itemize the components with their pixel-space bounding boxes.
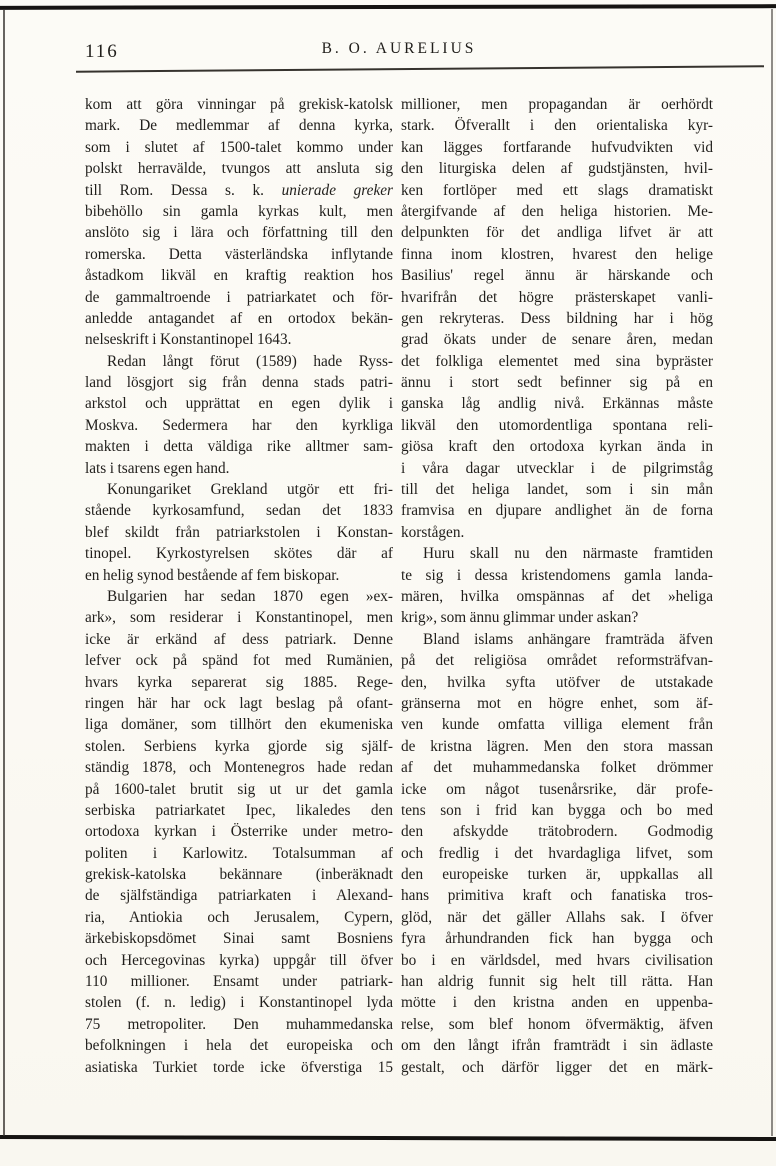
text-segment: i våra dagar utvecklar i de pilgrimståg xyxy=(401,459,713,477)
text-segment: som i slutet af 1500-talet kommo under xyxy=(85,138,393,156)
text-line xyxy=(85,1035,393,1056)
text-line xyxy=(401,821,713,842)
paragraph xyxy=(85,351,393,479)
text-line xyxy=(401,522,713,543)
text-segment: gen rekryteras. Dess bildning har i hög xyxy=(401,309,713,327)
text-segment: nelseskrift i Konstantinopel 1643. xyxy=(85,331,292,349)
text-line xyxy=(401,565,713,586)
text-segment: den europeiske turken är, uppkallas all xyxy=(401,866,713,884)
text-line xyxy=(85,522,393,543)
text-segment: till Rom. Dessa s. k. xyxy=(85,181,282,199)
text-line xyxy=(85,287,393,308)
text-line xyxy=(401,607,713,628)
text-line xyxy=(85,308,393,329)
text-line xyxy=(85,950,393,971)
paragraph xyxy=(401,629,713,1078)
text-line xyxy=(85,1014,393,1035)
text-segment: och Hercegovinas kyrka) uppgår till öfver xyxy=(85,951,393,969)
column-left xyxy=(85,94,393,1078)
text-line xyxy=(401,265,713,286)
text-segment: grekisk-katolska bekännare (inberäknadt xyxy=(85,866,393,884)
text-line xyxy=(85,672,393,693)
text-line xyxy=(85,714,393,735)
paragraph xyxy=(85,94,393,351)
text-segment: hvarifrån det högre prästerskapet vanli- xyxy=(401,288,713,306)
text-line xyxy=(401,885,713,906)
text-line xyxy=(85,843,393,864)
text-segment: 110 millioner. Ensamt under patriark- xyxy=(85,973,393,991)
text-segment: återgifvande af den heliga historien. Me- xyxy=(401,202,713,220)
text-line xyxy=(85,94,393,115)
text-segment: millioner, men propagandan är oerhördt xyxy=(401,96,713,113)
text-segment: grad ökats under de senare åren, medan xyxy=(401,331,713,349)
text-line xyxy=(85,158,393,179)
text-segment: de kristna lägren. Men den stora massan xyxy=(401,737,713,755)
text-line xyxy=(401,222,713,243)
text-segment: stark. Öfverallt i den orientaliska kyr- xyxy=(401,117,713,135)
text-segment: lefver ock på spänd fot med Rumänien, xyxy=(85,652,393,670)
text-segment: lats i tsarens egen hand. xyxy=(85,459,230,477)
text-line xyxy=(401,971,713,992)
paragraph xyxy=(85,479,393,586)
text-segment: stående kyrkosamfund, sedan det 1833 xyxy=(85,502,393,520)
text-segment: tinopel. Kyrkostyrelsen skötes där af xyxy=(85,545,393,563)
text-segment: han aldrig funnit sig helt till rätta. Han xyxy=(401,973,713,991)
text-line xyxy=(401,458,713,479)
text-segment: Basilius' regel ännu är härskande och xyxy=(401,267,713,285)
text-line xyxy=(85,992,393,1013)
text-segment: den afskydde trätobrodern. Godmodig xyxy=(401,823,713,841)
text-segment: en helig synod bestående af fem biskopar. xyxy=(85,566,340,584)
text-line xyxy=(401,864,713,885)
text-segment: om den långt ifrån framträdt i sin ädlaste xyxy=(401,1037,713,1055)
text-segment: ännu i stort sedt befinner sig på en xyxy=(401,374,713,392)
text-line xyxy=(401,779,713,800)
text-line xyxy=(85,885,393,906)
text-line xyxy=(85,479,393,500)
text-line xyxy=(401,436,713,457)
text-segment: stolen (f. n. ledig) i Konstantinopel lyda xyxy=(85,994,393,1012)
text-line xyxy=(401,629,713,650)
text-line xyxy=(401,244,713,265)
text-line xyxy=(85,586,393,607)
text-line xyxy=(85,244,393,265)
text-segment: icke om något tusenårsrike, där profe- xyxy=(401,780,713,798)
text-segment: finna inom klostren, hvarest den helige xyxy=(401,245,713,263)
scan-border-bottom xyxy=(0,1135,776,1141)
text-segment: ringen här har ock lagt beslag på ofant- xyxy=(85,694,393,712)
text-line xyxy=(401,693,713,714)
text-segment: kan lägges fortfarande hufvudvikten vid xyxy=(401,138,713,156)
text-segment: gränserna mot en högre enhet, som äf- xyxy=(401,694,713,712)
column-right xyxy=(401,94,713,1078)
text-segment: delpunkten för det andliga lifvet är att xyxy=(401,224,713,242)
paragraph xyxy=(401,94,713,543)
text-line xyxy=(85,500,393,521)
text-segment: åstadkom likväl en kraftig reaktion hos xyxy=(85,267,393,285)
text-segment: Bulgarien har sedan 1870 egen »ex- xyxy=(107,587,393,605)
text-line xyxy=(85,372,393,393)
text-line xyxy=(401,180,713,201)
text-line xyxy=(401,393,713,414)
text-segment: glöd, när det gäller Allahs sak. I öfver xyxy=(401,908,713,926)
text-line xyxy=(85,222,393,243)
text-line xyxy=(401,1014,713,1035)
text-line xyxy=(401,672,713,693)
text-line xyxy=(85,971,393,992)
text-line xyxy=(401,287,713,308)
text-segment: och fredlig i det hvardagliga lifvet, som xyxy=(401,844,713,862)
text-segment: mären, hvilka omspännas af det »heliga xyxy=(401,587,713,605)
text-segment: den liturgiska delen af gudstjänsten, hvil- xyxy=(401,160,713,178)
text-line xyxy=(85,629,393,650)
text-line xyxy=(85,821,393,842)
text-segment: på det religiösa området reformsträfvan- xyxy=(401,652,713,670)
text-line xyxy=(401,115,713,136)
text-line xyxy=(401,500,713,521)
text-line xyxy=(85,265,393,286)
text-line xyxy=(401,907,713,928)
text-segment: befolkningen i hela det europeiska och xyxy=(85,1037,393,1055)
text-line xyxy=(85,201,393,222)
text-line xyxy=(401,586,713,607)
text-segment: anledde antagandet af en ortodox bekän- xyxy=(85,309,393,327)
text-segment: krig», som ännu glimmar under askan? xyxy=(401,609,639,627)
text-segment: politen i Karlowitz. Totalsumman af xyxy=(85,844,393,862)
text-line xyxy=(401,736,713,757)
text-line xyxy=(401,94,713,115)
paragraph xyxy=(401,543,713,629)
text-segment: asiatiska Turkiet torde icke öfverstiga 15 xyxy=(85,1058,393,1076)
text-line xyxy=(401,950,713,971)
text-segment: bibehöllo sin gamla kyrkas kult, men xyxy=(85,202,393,220)
page-number: 116 xyxy=(85,41,119,62)
text-segment: hvars kyrka separerat sig 1885. Rege- xyxy=(85,673,393,691)
text-segment: af det muhammedanska folket drömmer xyxy=(401,759,713,777)
text-line xyxy=(85,864,393,885)
text-segment: Huru skall nu den närmaste framtiden xyxy=(423,545,713,563)
text-segment: de gammaltroende i patriarkatet och för- xyxy=(85,288,393,306)
text-line xyxy=(401,415,713,436)
text-line xyxy=(85,565,393,586)
text-segment: unierade greker xyxy=(281,181,393,199)
text-line xyxy=(401,543,713,564)
scan-border-top xyxy=(0,4,776,10)
text-segment: land lösgjort sig från denna stads patri- xyxy=(85,374,393,392)
text-segment: ärkebiskopsdömet Sinai samt Bosniens xyxy=(85,930,393,948)
paragraph xyxy=(85,586,393,1078)
text-segment: anslöto sig i lära och författning till den xyxy=(85,224,393,242)
text-segment: ständig 1878, och Montenegros hade redan xyxy=(85,759,393,777)
running-header: B. O. AURELIUS xyxy=(321,40,477,57)
text-segment: korstågen. xyxy=(401,523,465,541)
text-line xyxy=(85,800,393,821)
text-segment: mark. De medlemmar af denna kyrka, xyxy=(85,117,393,135)
text-segment: på 1600-talet brutit sig ut ur det gamla xyxy=(85,780,393,798)
text-line xyxy=(85,393,393,414)
text-line xyxy=(85,458,393,479)
text-line xyxy=(401,479,713,500)
text-line xyxy=(401,351,713,372)
header-rule xyxy=(76,65,764,72)
text-line xyxy=(401,308,713,329)
text-line xyxy=(401,928,713,949)
text-segment: gestalt, och därför ligger det en märk- xyxy=(401,1058,713,1076)
text-segment: hans primitiva kraft och fanatiska tros- xyxy=(401,887,713,905)
text-line xyxy=(401,372,713,393)
text-line xyxy=(85,757,393,778)
text-segment: giösa kraft den ortodoxa kyrkan ända in xyxy=(401,438,713,456)
text-segment: polskt herravälde, tvungos att ansluta sig xyxy=(85,160,393,178)
text-line xyxy=(401,201,713,222)
text-segment: ganska låg andlig nivå. Erkännas måste xyxy=(401,395,713,413)
text-line xyxy=(401,158,713,179)
text-line xyxy=(85,543,393,564)
text-segment: ria, Antiokia och Jerusalem, Cypern, xyxy=(85,908,393,926)
text-segment: tens son i frid kan bygga och bo med xyxy=(401,801,713,819)
text-line xyxy=(85,650,393,671)
text-segment: liga domäner, som tillhört den ekumeniska xyxy=(85,716,393,734)
text-line xyxy=(85,180,393,201)
text-segment: romerska. Detta västerländska inflytande xyxy=(85,245,393,263)
text-segment: mötte i den kristna anden en uppenba- xyxy=(401,994,713,1012)
text-segment: ken fortlöper med ett slags dramatiskt xyxy=(401,181,713,199)
text-segment: de själfständiga patriarkaten i Alexand- xyxy=(85,887,393,905)
text-segment: icke är erkänd af dess patriark. Denne xyxy=(85,630,393,648)
text-segment: Redan långt förut (1589) hade Ryss- xyxy=(107,352,393,370)
scan-border-left xyxy=(3,9,5,1136)
text-segment: ortodoxa kyrkan i Österrike under metro- xyxy=(85,823,393,841)
text-segment: serbiska patriarkatet Ipec, likaledes den xyxy=(85,801,393,819)
text-line xyxy=(85,1057,393,1078)
text-line xyxy=(401,992,713,1013)
text-segment: Konungariket Grekland utgör ett fri- xyxy=(107,481,393,499)
text-segment: relse, som blef honom öfvermäktig, äfven xyxy=(401,1015,713,1033)
scan-border-right xyxy=(771,9,773,1136)
text-line xyxy=(85,607,393,628)
text-line xyxy=(85,351,393,372)
text-line xyxy=(85,928,393,949)
text-line xyxy=(401,650,713,671)
text-segment: te sig i dessa kristendomens gamla landa- xyxy=(401,566,713,584)
text-segment: stolen. Serbiens kyrka gjorde sig själf- xyxy=(85,737,393,755)
text-line xyxy=(401,800,713,821)
text-segment: framvisa en djupare andlighet än de forna xyxy=(401,502,713,520)
text-line xyxy=(401,137,713,158)
text-line xyxy=(85,329,393,350)
text-line xyxy=(401,843,713,864)
text-segment: makten i detta väldiga rike alltmer sam- xyxy=(85,438,393,456)
text-line xyxy=(85,436,393,457)
text-segment: 75 metropoliter. Den muhammedanska xyxy=(85,1015,393,1033)
text-line xyxy=(401,757,713,778)
text-segment: fyra århundranden fick han bygga och xyxy=(401,930,713,948)
text-segment: Bland islams anhängare framträda äfven xyxy=(423,630,713,648)
text-segment: bo i en världsdel, med hvars civilisation xyxy=(401,951,713,969)
text-line xyxy=(401,1035,713,1056)
text-line xyxy=(401,714,713,735)
text-segment: det folkliga elementet med sina bypräster xyxy=(401,352,713,370)
text-line xyxy=(85,693,393,714)
text-line xyxy=(401,329,713,350)
text-segment: Moskva. Sedermera har den kyrkliga xyxy=(85,416,393,434)
text-segment: till det heliga landet, som i sin mån xyxy=(401,481,713,499)
text-segment: likväl den utomordentliga spontana reli- xyxy=(401,416,713,434)
text-line xyxy=(85,115,393,136)
text-segment: arkstol och upprättat en egen dylik i xyxy=(85,395,393,413)
text-line xyxy=(85,736,393,757)
text-line xyxy=(401,1057,713,1078)
text-segment: kom att göra vinningar på grekisk-katolsk xyxy=(85,96,393,113)
text-line xyxy=(85,907,393,928)
text-line xyxy=(85,415,393,436)
text-segment: ark», som residerar i Konstantinopel, men xyxy=(85,609,393,627)
text-segment: ven kunde omfatta villiga element från xyxy=(401,716,713,734)
text-line xyxy=(85,137,393,158)
text-segment: blef skildt från patriarkstolen i Konstan- xyxy=(85,523,393,541)
text-line xyxy=(85,779,393,800)
text-segment: den, hvilka syfta utöfver de utstakade xyxy=(401,673,713,691)
